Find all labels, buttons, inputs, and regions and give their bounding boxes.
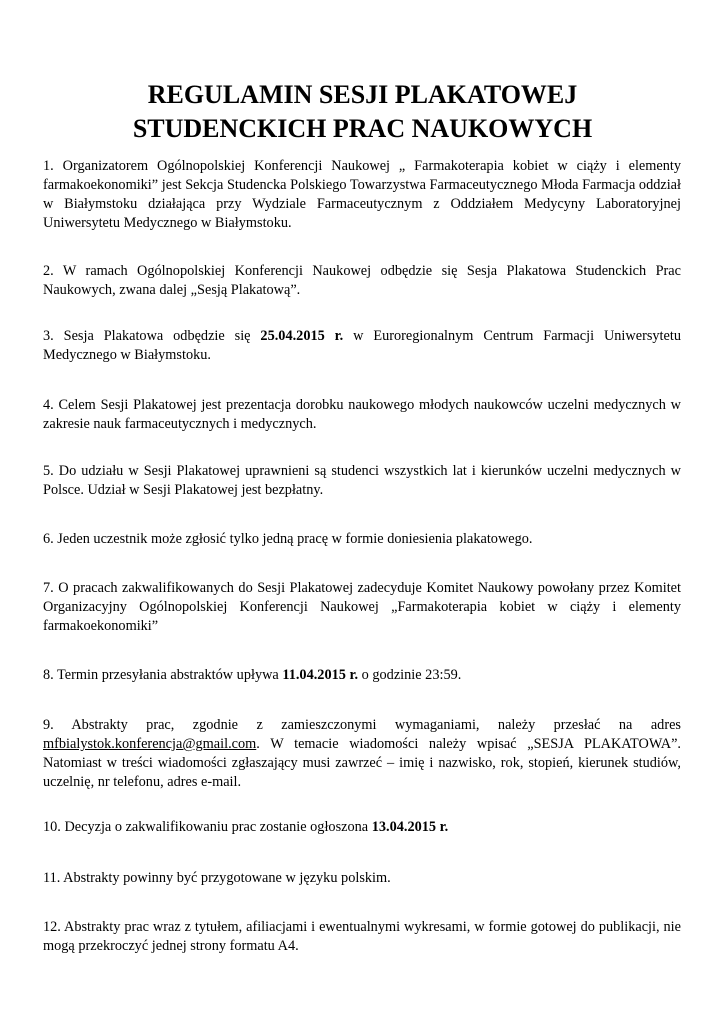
p8-text-a: 8. Termin przesyłania abstraktów upływa xyxy=(43,667,283,683)
p9-text-a: 9. Abstrakty prac, zgodnie z zamieszczonymi wymaganiami, należy przesłać na adres xyxy=(43,717,681,733)
paragraph-2: 2. W ramach Ogólnopolskiej Konferencji Naukowej odbędzie się Sesja Plakatowa Studenckich Prac Naukowych, zwana dalej „Sesją Plakatową”. xyxy=(43,263,681,298)
paragraph-12: 12. Abstrakty prac wraz z tytułem, afiliacjami i ewentualnymi wykresami, w formie gotowej do publikacji, nie mogą przekroczyć jednej strony formatu A4. xyxy=(43,919,681,954)
email-link[interactable]: mfbialystok.konferencja@gmail.com xyxy=(43,736,257,752)
paragraph-1: 1. Organizatorem Ogólnopolskiej Konferencji Naukowej „ Farmakoterapia kobiet w ciąży i elementy farmakoekonomiki” jest Sekcja Studencka Polskiego Towarzystwa Farmaceutycznego Młoda Farmacja oddział w Białymstoku działająca przy Wydziale Farmaceutycznym z Oddziałem Medycyny Laboratoryjnej Uniwersytetu Medycznego w Białymstoku. xyxy=(43,158,681,231)
paragraph-5: 5. Do udziału w Sesji Plakatowej uprawnieni są studenci wszystkich lat i kierunków uczelni medycznych w Polsce. Udział w Sesji Plakatowej jest bezpłatny. xyxy=(43,463,681,498)
paragraph-10 xyxy=(43,818,681,837)
title-line-2: STUDENCKICH PRAC NAUKOWYCH xyxy=(132,114,593,143)
p10-date: 13.04.2015 r. xyxy=(371,819,449,835)
p3-date: 25.04.2015 r. xyxy=(260,328,344,344)
paragraph-4: 4. Celem Sesji Plakatowej jest prezentacja dorobku naukowego młodych naukowców uczelni medycznych w zakresie nauk farmaceutycznych i medycznych. xyxy=(43,397,681,432)
p10-text-a: 10. Decyzja o zakwalifikowaniu prac zostanie ogłoszona xyxy=(43,819,372,835)
paragraph-9 xyxy=(43,716,681,792)
document-title xyxy=(40,78,685,146)
p8-date: 11.04.2015 r. xyxy=(282,667,359,683)
p3-text-b: w Euroregionalnym Centrum Farmacji Uniwersytetu Medycznego w Białymstoku. xyxy=(43,328,681,363)
paragraph-11: 11. Abstrakty powinny być przygotowane w języku polskim. xyxy=(43,870,391,886)
p3-text-a: 3. Sesja Plakatowa odbędzie się xyxy=(43,328,261,344)
title-line-1: REGULAMIN SESJI PLAKATOWEJ xyxy=(147,80,578,109)
paragraph-7: 7. O pracach zakwalifikowanych do Sesji Plakatowej zadecyduje Komitet Naukowy powołany przez Komitet Organizacyjny Ogólnopolskiej Konferencji Naukowej „Farmakoterapia kobiet w ciąży i elementy farmakoekonomiki” xyxy=(43,580,681,634)
paragraph-6: 6. Jeden uczestnik może zgłosić tylko jedną pracę w formie doniesienia plakatowego. xyxy=(43,531,533,547)
paragraph-8 xyxy=(43,666,681,685)
paragraph-3 xyxy=(43,327,681,365)
p8-text-b: o godzinie 23:59. xyxy=(358,667,462,683)
p9-text-b: . W temacie wiadomości należy wpisać „SESJA PLAKATOWA”. Natomiast w treści wiadomości zgłaszający musi zawrzeć – imię i nazwisko, rok, stopień, kierunek studiów, uczelnię, nr telefonu, adres e-mail. xyxy=(43,736,681,790)
